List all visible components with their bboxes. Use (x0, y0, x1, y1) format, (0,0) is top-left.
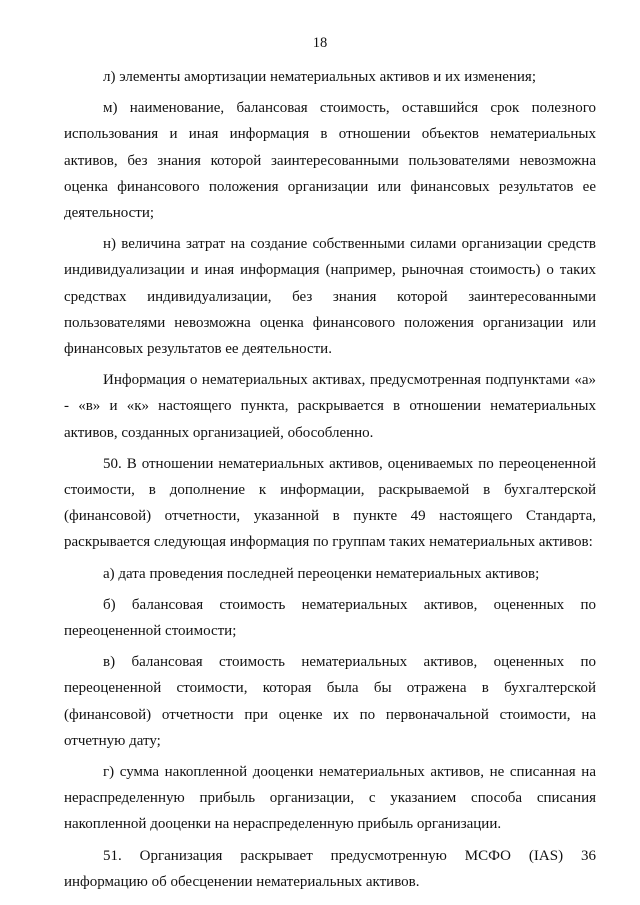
paragraph-50-b-carrying-amount: б) балансовая стоимость нематериальных активов, оцененных по переоцененной стоимости; (64, 596, 596, 640)
paragraph-50-g-revaluation-surplus: г) сумма накопленной дооценки нематериальных активов, не списанная на нераспределенную прибыль организации, с указанием способа списания накопленной дооценки на нераспределенную прибыль организации. (64, 764, 596, 833)
paragraph-m-intangible-assets-info: м) наименование, балансовая стоимость, оставшийся срок полезного использования и иная информация в отношении объектов нематериальных активов, без знания которой заинтересованными пользователями невозможна оценка финансового положения организации или финансовых результатов ее деятельности; (64, 100, 596, 222)
paragraph-50-revaluation-disclosure: 50. В отношении нематериальных активов, оцениваемых по переоцененной стоимости, в дополнение к информации, раскрываемой в бухгалтерской (финансовой) отчетности, указанной в пункте 49 настоящего Стандарта, раскрывается следующая информация по группам таких нематериальных активов: (64, 455, 596, 551)
paragraph-51-impairment-disclosure: 51. Организация раскрывает предусмотренную МСФО (IAS) 36 информацию об обесценении нематериальных активов. (64, 847, 596, 890)
paragraph-50-a-revaluation-date: а) дата проведения последней переоценки нематериальных активов; (103, 565, 540, 582)
page-number: 18 (312, 35, 328, 51)
paragraph-l-amortization-elements: л) элементы амортизации нематериальных активов и их изменения; (103, 69, 537, 85)
paragraph-50-v-historical-cost-amount: в) балансовая стоимость нематериальных активов, оцененных по переоцененной стоимости, которая была бы отражена в бухгалтерской (финансовой) отчетности при оценке их по первоначальной стоимости, на отчетную дату; (64, 654, 596, 749)
document-body (64, 64, 596, 900)
paragraph-created-assets-disclosure: Информация о нематериальных активах, предусмотренная подпунктами «а» - «в» и «к» настоящего пункта, раскрывается в отношении нематериальных активов, созданных организацией, обособленно. (64, 372, 596, 441)
paragraph-n-individualization-costs: н) величина затрат на создание собственными силами организации средств индивидуализации и иная информация (например, рыночная стоимость) о таких средствах индивидуализации, без знания которой заинтересованными пользователями невозможна оценка финансового положения организации или финансовых результатов ее деятельности. (64, 236, 596, 358)
